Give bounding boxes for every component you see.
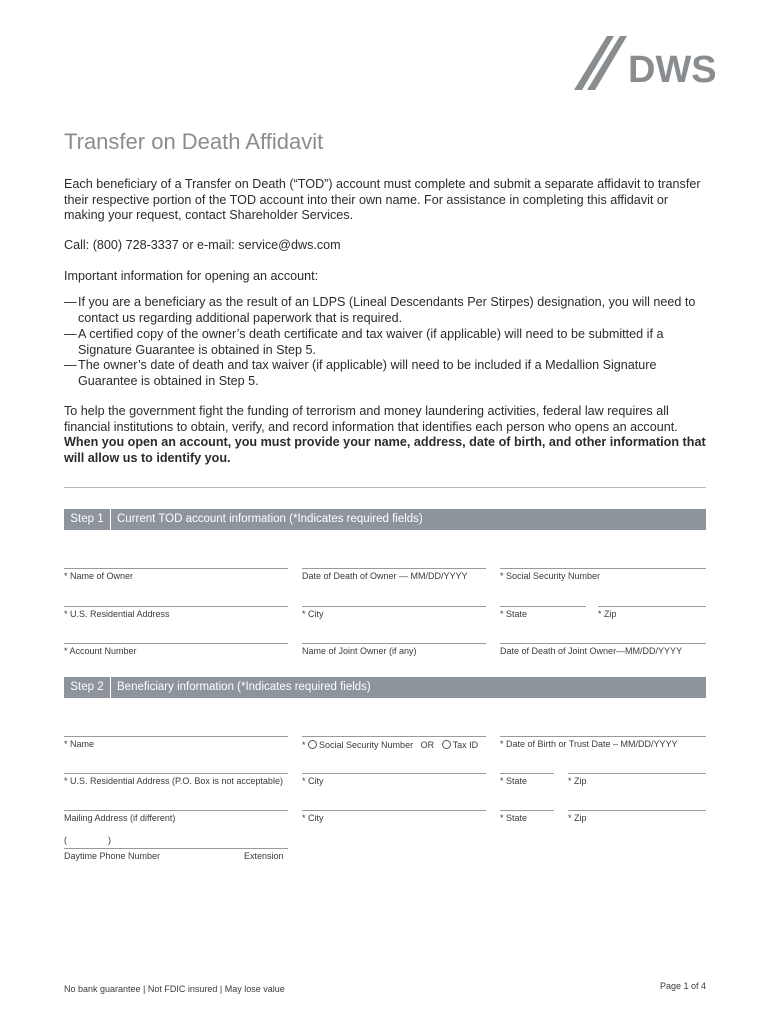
account-number-label: * Account Number [64, 646, 137, 656]
joint-owner-label: Name of Joint Owner (if any) [302, 646, 417, 656]
extension-label: Extension [244, 851, 284, 861]
contact-line: Call: (800) 728-3337 or e-mail: service@dws.com [64, 238, 341, 252]
owner-zip-label: * Zip [598, 609, 617, 619]
owner-city-label: * City [302, 609, 324, 619]
aml-paragraph [64, 404, 710, 466]
owner-address-input[interactable] [64, 606, 288, 607]
joint-death-date-input[interactable] [500, 643, 706, 644]
bullet-dash: — [64, 295, 77, 309]
phone-input[interactable] [64, 848, 288, 849]
mailing-zip-label: * Zip [568, 813, 587, 823]
beneficiary-zip-label: * Zip [568, 776, 587, 786]
page-title: Transfer on Death Affidavit [64, 129, 324, 154]
step1-number: Step 1 [64, 509, 111, 530]
mailing-address-label: Mailing Address (if different) [64, 813, 176, 823]
step1-title: Current TOD account information (*Indicates required fields) [117, 513, 423, 525]
section-divider [64, 487, 706, 488]
beneficiary-city-input[interactable] [302, 773, 486, 774]
footer-disclaimer: No bank guarantee | Not FDIC insured | May lose value [64, 984, 285, 994]
account-number-input[interactable] [64, 643, 288, 644]
aml-text: To help the government fight the funding of terrorism and money laundering activities, federal law requires all financial institutions to obtain, verify, and record information that identifies each person who opens an account. [64, 404, 678, 434]
bullet-text: The owner’s date of death and tax waiver (if applicable) will need to be included if a Medallion Signature Guarantee is obtained in Step 5. [78, 358, 657, 388]
tax-id-radio-label: Tax ID [452, 740, 479, 750]
mailing-address-input[interactable] [64, 810, 288, 811]
bullet-item [64, 295, 710, 326]
beneficiary-name-input[interactable] [64, 736, 288, 737]
aml-bold-text: When you open an account, you must provide your name, address, date of birth, and other information that will allow us to identify you. [64, 435, 706, 465]
beneficiary-address-label: * U.S. Residential Address (P.O. Box is not acceptable) [64, 776, 283, 786]
mailing-state-input[interactable] [500, 810, 554, 811]
bullet-text: A certified copy of the owner’s death certificate and tax waiver (if applicable) will need to be submitted if a Signature Guarantee is obtained in Step 5. [78, 327, 664, 357]
owner-name-label: * Name of Owner [64, 571, 134, 581]
bullet-item [64, 327, 710, 358]
joint-death-date-label: Date of Death of Joint Owner—MM/DD/YYYY [500, 646, 683, 656]
mailing-zip-input[interactable] [568, 810, 706, 811]
mailing-city-input[interactable] [302, 810, 486, 811]
area-code-close-paren: ) [108, 835, 111, 845]
beneficiary-zip-input[interactable] [568, 773, 706, 774]
owner-state-input[interactable] [500, 606, 586, 607]
beneficiary-dob-label: * Date of Birth or Trust Date – MM/DD/YYYY [500, 739, 678, 749]
area-code-open-paren: ( [64, 835, 67, 845]
beneficiary-address-input[interactable] [64, 773, 288, 774]
logo-text: DWS [628, 49, 717, 91]
owner-state-label: * State [500, 609, 528, 619]
beneficiary-city-label: * City [302, 776, 324, 786]
beneficiary-dob-input[interactable] [500, 736, 706, 737]
step2-title: Beneficiary information (*Indicates required fields) [117, 681, 371, 693]
phone-label: Daytime Phone Number [64, 851, 161, 861]
ssn-radio-label: Social Security Number [319, 740, 414, 750]
owner-zip-input[interactable] [598, 606, 706, 607]
beneficiary-id-type [302, 740, 478, 750]
beneficiary-state-label: * State [500, 776, 528, 786]
joint-owner-input[interactable] [302, 643, 486, 644]
important-heading: Important information for opening an account: [64, 269, 319, 283]
tax-id-radio[interactable] [442, 740, 451, 749]
owner-ssn-input[interactable] [500, 568, 706, 569]
bullet-item [64, 358, 710, 389]
dws-logo [574, 34, 730, 92]
owner-address-label: * U.S. Residential Address [64, 609, 170, 619]
mailing-state-label: * State [500, 813, 528, 823]
page-number: Page 1 of 4 [660, 981, 707, 991]
owner-city-input[interactable] [302, 606, 486, 607]
or-label: OR [420, 740, 435, 750]
required-star: * [302, 740, 306, 750]
ssn-radio[interactable] [308, 740, 317, 749]
owner-ssn-label: * Social Security Number [500, 571, 601, 581]
owner-name-input[interactable] [64, 568, 288, 569]
owner-death-date-input[interactable] [302, 568, 486, 569]
beneficiary-state-input[interactable] [500, 773, 554, 774]
bullet-dash: — [64, 327, 77, 341]
step2-header [64, 677, 706, 698]
intro-paragraph: Each beneficiary of a Transfer on Death (“TOD”) account must complete and submit a separate affidavit to transfer their respective portion of the TOD account into their own name. For assistance in completing this affidavit or making your request, contact Shareholder Services. [64, 177, 701, 222]
mailing-city-label: * City [302, 813, 324, 823]
step2-number: Step 2 [64, 677, 111, 698]
beneficiary-name-label: * Name [64, 739, 95, 749]
bullet-dash: — [64, 358, 77, 372]
beneficiary-id-input[interactable] [302, 736, 486, 737]
owner-death-date-label: Date of Death of Owner — MM/DD/YYYY [302, 571, 468, 581]
step1-header [64, 509, 706, 530]
bullet-text: If you are a beneficiary as the result of an LDPS (Lineal Descendants Per Stirpes) designation, you will need to contact us regarding additional paperwork that is required. [78, 295, 696, 325]
